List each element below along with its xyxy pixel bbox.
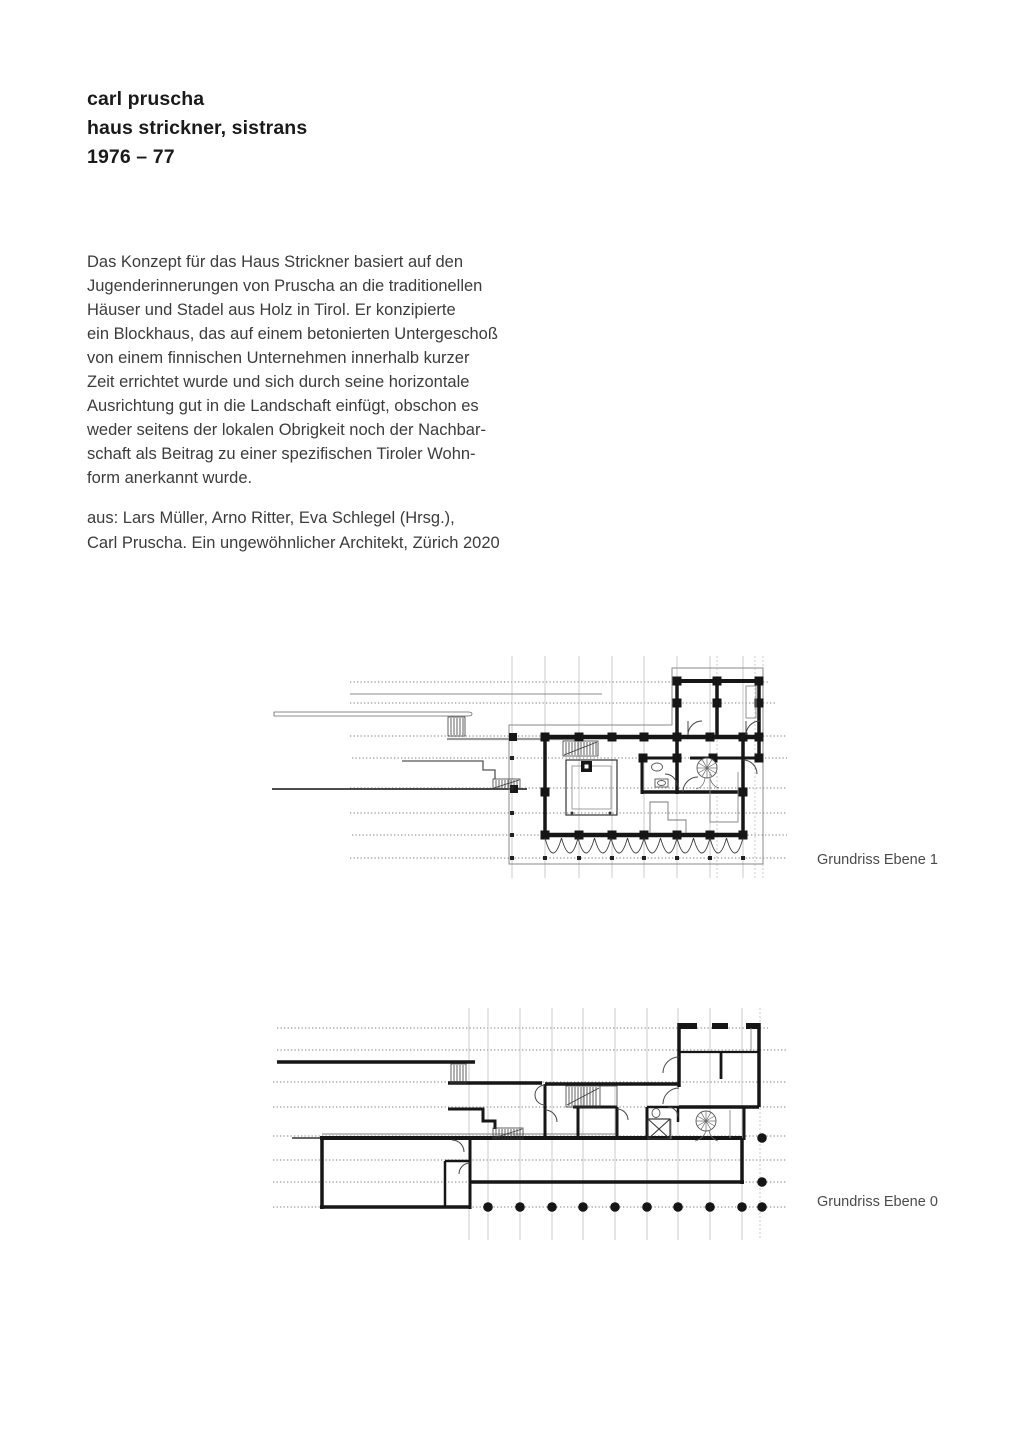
body-line: Jugenderinnerungen von Pruscha an die traditionellen — [87, 277, 483, 295]
round-columns — [483, 1133, 767, 1212]
title-block — [87, 85, 307, 172]
figure-caption-level-0: Grundriss Ebene 0 — [817, 1194, 938, 1210]
body-line: ein Blockhaus, das auf einem betonierten Untergeschoß — [87, 325, 498, 343]
architect-name: carl pruscha — [87, 88, 205, 110]
terrain-edges — [272, 694, 602, 789]
body-line: Häuser und Stadel aus Holz in Tirol. Er konzipierte — [87, 301, 456, 319]
body-line: von einem finnischen Unternehmen innerhalb kurzer — [87, 349, 470, 367]
body-line: Ausrichtung gut in die Landschaft einfügt, obschon es — [87, 397, 479, 415]
contour-lines — [350, 682, 787, 858]
stair-hatches — [451, 1064, 617, 1139]
body-line: weder seitens der lokalen Obrigkeit noch der Nachbar- — [87, 421, 486, 439]
basement-walls — [277, 1023, 759, 1209]
description-paragraph — [87, 250, 498, 490]
floor-plan-level-1 — [270, 648, 800, 890]
door-arcs — [452, 1057, 679, 1174]
interior-stair-hatch — [563, 741, 598, 756]
figure-caption-level-1: Grundriss Ebene 1 — [817, 852, 938, 868]
project-years: 1976 – 77 — [87, 146, 175, 168]
credit-line: aus: Lars Müller, Arno Ritter, Eva Schlegel (Hrsg.), — [87, 509, 455, 527]
project-name: haus strickner, sistrans — [87, 117, 308, 139]
bathroom-fixtures — [652, 763, 669, 787]
credit-line: Carl Pruscha. Ein ungewöhnlicher Architekt, Zürich 2020 — [87, 533, 500, 552]
floor-plan-level-0 — [260, 1000, 800, 1245]
source-credit — [87, 506, 500, 555]
body-line: Das Konzept für das Haus Strickner basiert auf den — [87, 253, 464, 271]
spiral-stair — [696, 758, 719, 789]
body-line: Zeit errichtet wurde und sich durch seine horizontale — [87, 373, 470, 391]
body-line: schaft als Beitrag zu einer spezifischen Tiroler Wohn- — [87, 445, 476, 463]
column-grid-lines — [512, 656, 763, 878]
body-line: form anerkannt wurde. — [87, 469, 253, 487]
